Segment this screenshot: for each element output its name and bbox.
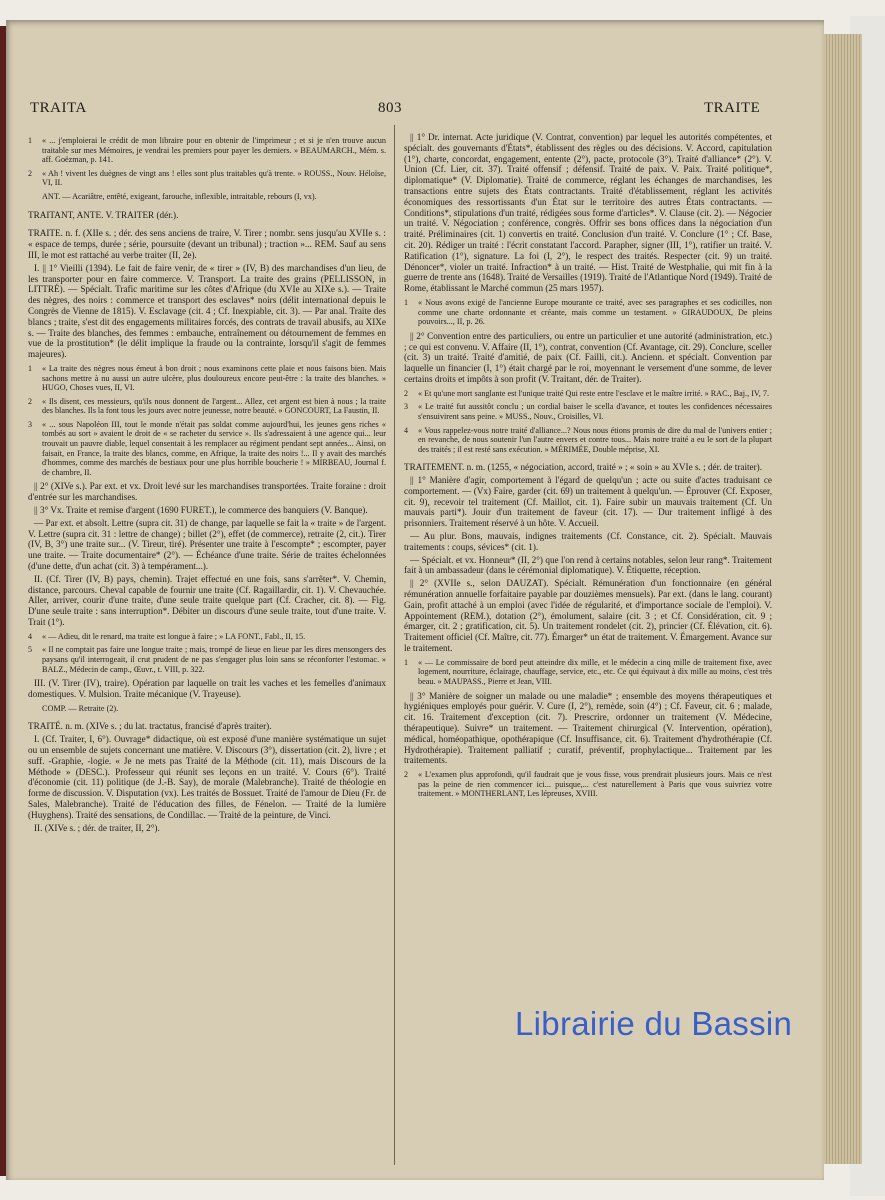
- definition-paragraph: || 1° Manière d'agir, comportement à l'égard de quelqu'un ; acte ou suite d'actes traduisant ce comportement. — (Vx) Faire, garder (cit. 69) un traitement à quelqu'un. — Éprouver (Cf. Exposer, cit. 9), recevoir tel traitement (Cf. Maillot, cit. 1). Faire subir un mauvais traitement (Cf. Un mauvais parti*). Jouir d'un traitement de faveur (cit. 17). — Dur traitement infligé à des prisonniers. Traitement réservé à un hôte. V. Accueil.: [404, 475, 772, 529]
- citation: ANT. — Acariâtre, entêté, exigeant, farouche, inflexible, intraitable, rebours (I, vx).: [42, 191, 317, 201]
- definition-paragraph: || 2° (XIVe s.). Par ext. et vx. Droit levé sur les marchandises transportées. Traite foraine : droit d'entrée sur les marchandises.: [28, 481, 386, 503]
- definition-paragraph: || 2° Convention entre des particuliers, ou entre un particulier et une autorité (administration, etc.) ; ce qui est convenu. V. Affaire (II, 1°), contrat, convention (Cf. Avantage, cit. 29). Conclure, sceller (cit. 3) un traité. Traité d'amitié, de paix (Cf. Failli, cit.). Ancienn. et spécialt. Convention par laquelle un financier (I, 1°) était chargé par le roi, moyennant le versement d'une somme, de lever certains droits et impôts à son profit (V. Traitant, dér. de Traiter).: [404, 330, 772, 384]
- citation-number: 1: [28, 363, 32, 373]
- page-number: 803: [378, 100, 402, 116]
- citation: [404, 402, 772, 421]
- definition-paragraph: — Au plur. Bons, mauvais, indignes traitements (Cf. Constance, cit. 2). Spécialt. Mauvais traitements : coups, sévices* (cit. 1).: [404, 531, 772, 552]
- citation-text: « — Adieu, dit le renard, ma traite est longue à faire ; » LA FONT., Fabl., II, 15.: [42, 631, 306, 641]
- citation: [404, 425, 772, 455]
- citation-text: « Ah ! vivent les duègnes de vingt ans ! elles sont plus traitables qu'à trente. » ROUSS., Nouv. Héloïse, VI, II.: [42, 168, 386, 188]
- entry-headword: TRAITÉ. n. m. (XIVe s. ; du lat. tractatus, francisé d'après traiter).: [28, 721, 272, 732]
- citation: [28, 645, 386, 674]
- citation-number: 2: [28, 396, 32, 406]
- running-head-left: TRAITA: [30, 100, 87, 116]
- citation-number: 2: [28, 168, 32, 178]
- citation-number: 3: [28, 419, 32, 429]
- left-column: [28, 132, 386, 1182]
- citation-text: « ... j'emploierai le crédit de mon libraire pour en obtenir de l'imprimeur ; et si je n'en trouve aucun traitable sur mes Mémoires, je vendrai les premiers pour payer les derniers. » BEAUMARCH., Mém. s. aff. Goëzman, p. 141.: [42, 136, 386, 165]
- definition-paragraph: — Spécialt. et vx. Honneur* (II, 2°) que l'on rend à certains notables, selon leur rang*. Traitement fait à un ambassadeur (dans le cérémonial diplomatique). V. Étiquette, réception.: [404, 554, 772, 576]
- definition-paragraph: || 2° (XVIIe s., selon DAUZAT). Spécialt. Rémunération d'un fonctionnaire (en général rémunération annuelle forfaitaire payable par douzièmes mensuels). Par ext. (dans le lang. courant) Gain, profit attaché à un emploi (avec l'idée de régularité, et d'importance sociale de l'emploi). V. Appointement (REM.), dotation (2°), émolument, salaire (cit. 3 ; et Cf. Considération, cit. 9 ; émarger, cit. 2 ; gratification, cit. 5). Un traitement rondelet (cit. 2), princier (Cf. Élévation, cit. 6). Traitement officiel (Cf. Maître, cit. 77). Émarger* un état de traitement. V. Émargement. Avance sur le traitement.: [404, 578, 772, 654]
- citation-number: 1: [404, 657, 408, 667]
- citation-number: 1: [404, 297, 408, 307]
- citation: [28, 631, 386, 642]
- citation: [28, 168, 386, 188]
- citation-text: « — Le commissaire de bord peut atteindre dix mille, et le médecin a cinq mille de traitement fixe, avec logement, nourriture, éclairage, chauffage, service, etc., etc. Ce qui équivaut à dix mille au moins, c'est très beau. » MAUPASS., Pierre et Jean, VIII.: [418, 657, 772, 687]
- citation: [404, 770, 772, 799]
- definition-paragraph: I. (Cf. Traiter, I, 6°). Ouvrage* didactique, où est exposé d'une manière systématique un sujet ou un ensemble de sujets concernant une matière. V. Discours (3°), dissertation (cit. 2), livre ; et suff. -Graphie, -logie. « Je ne mets pas Traité de la Méthode (cit. 11), mais Discours de la Méthode » (DESC.). Professeur qui réunit ses leçons en un traité. V. Cours (6°). Traité d'économie (cit. 11) politique (de J.-B. Say), de morale (Malebranche). Traité de théologie en forme de discussion. V. Disputation (vx). Les traités de Bossuet. Traité de l'amour de Dieu (Fr. de Sales, Malebranche). Traité de l'éducation des filles, de Fénelon. — Traité de la lumière (Huyghens). Traité des sensations, de Condillac. — Traité de la peinture, de Vinci.: [28, 734, 386, 820]
- citation-text: « Ils disent, ces messieurs, qu'ils nous donnent de l'argent... Allez, cet argent est bien à nous ; la traite des blanches. Ils la font tous les jours avec notre jeunesse, notre beauté. » GONCOURT, La Faustin, II.: [42, 396, 386, 416]
- definition-paragraph: I. || 1° Vieilli (1394). Le fait de faire venir, de « tirer » (IV, B) des marchandises d'un lieu, de les transporter pour en faire commerce. V. Transport. La traite des grains (PELLISSON, in LITTRÉ). — Spécialt. Trafic maritime sur les côtes d'Afrique (du XVIe au XIXe s.). — Traite des nègres, des noirs : commerce et transport des esclaves* noirs (délit international depuis le Congrès de Vienne de 1815). V. Esclavage (cit. 4 ; Cf. Inexpiable, cit. 3). — Par anal. Traite des blancs ; traite, s'est dit des engagements militaires forcés, des contrats de travail abusifs, au XIXe s. — Traite des blanches, des femmes : embauche, entraînement ou détournement de femmes en vue de la prostitution* (le délit implique la fraude ou la contrainte, lorsqu'il s'agit de femmes majeures).: [28, 262, 386, 360]
- citation-text: « ... sous Napoléon III, tout le monde n'était pas soldat comme aujourd'hui, les jeunes gens riches « tombés au sort » avaient le droit de « se racheter du service ». Ils s'adressaient à une agence qui... leur trouvait un pauvre diable, lequel consentait à les remplacer au régiment pendant sept années... Ainsi, on faisait, en France, la traite des blancs, comme, en Afrique, la traite des noirs !... Il y avait des marchés d'hommes, comme des marchés de bestiaux pour une plus horrible boucherie ! » MIRBEAU, Journal f. de chambre, II.: [42, 419, 386, 477]
- citation-number: 5: [28, 645, 32, 655]
- page-stack-edge: [818, 34, 862, 1164]
- definition-paragraph: III. (V. Tirer (IV), traire). Opération par laquelle on trait les vaches et les femelles d'animaux domestiques. V. Mulsion. Traite mécanique (V. Trayeuse).: [28, 678, 386, 699]
- definition-paragraph: || 1° Dr. internat. Acte juridique (V. Contrat, convention) par lequel les autorités compétentes, et spécialt. des gouvernants d'États*, établissent des règles ou des décisions. V. Accord, capitulation (1°), charte, concordat, engagement, entente (2°), pacte, protocole (3°). Traité d'alliance* (2°). V. Union (Cf. Lier, cit. 37). Traité offensif ; défensif. Traité de paix. V. Paix. Traité politique*, diplomatique* (V. Diplomatie). Traité de commerce, réglant les échanges de marchandises, les transactions entre sujets des États contractants. Traité d'établissement, réglant les activités économiques des ressortissants d'un État sur le territoire des autres États contractants. — Conditions*, stipulations d'un traité, rédigées sous forme d'articles*. V. Clause (cit. 2). — Négocier un traité. V. Négociation ; conférence, congrès. Offrir ses bons offices dans la négociation d'un traité. Préliminaires (cit. 1) convertis en traité. Conclusion d'un traité. V. Conclure (1° ; Cf. Base, cit. 20). Rédiger un traité : l'écrit constatant l'accord. Parapher, signer (III, 1°), ratifier un traité. V. Ratification (1°), signature. La foi (I, 2°), le respect des traités. Respecter (cit. 9) un traité. Dénoncer*, violer un traité. Infraction* à un traité. — Hist. Traité de Westphalie, qui mit fin à la guerre de trente ans (1648). Traité de Versailles (1919). Traité de l'Atlantique Nord (1949). Traité de Rome, établissant le Marché commun (25 mars 1957).: [404, 132, 772, 294]
- citation: COMP. — Retraite (2).: [42, 703, 119, 713]
- entry-headword: TRAITEMENT. n. m. (1255, « négociation, accord, traité » ; « soin » au XVIe s. ; dér. de traiter).: [404, 462, 763, 473]
- citation-number: 2: [404, 770, 408, 780]
- column-divider: [394, 125, 395, 1165]
- citation: [28, 363, 386, 393]
- definition-paragraph: || 3° Vx. Traite et remise d'argent (1690 FURET.), le commerce des banquiers (V. Banque).: [34, 505, 368, 516]
- definition-paragraph: II. (XIVe s. ; dér. de traiter, II, 2°).: [34, 822, 160, 833]
- citation-text: « Vous rappelez-vous notre traité d'alliance...? Nous nous étions promis de dire du mal de l'univers entier ; en revanche, de nous soutenir l'un l'autre envers et contre tous... Mais notre traité a eu le sort de la plupart des traités ; il est resté sans exécution. » MÉRIMÉE, Double méprise, XI.: [418, 425, 772, 454]
- definition-paragraph: — Par ext. et absolt. Lettre (supra cit. 31) de change, par laquelle se fait la « traite » de l'argent. V. Lettre (supra cit. 31 : lettre de change) ; billet (2°), effet (de commerce), retraite (2, cit.). Tirer (IV, B, 3°) une traite sur... (V. Tireur, tiré). Présenter une traite à l'escompte* ; escompter, payer une traite. — Traite documentaire* (2°). — Échéance d'une traite. Série de traites échelonnées (d'une dette, d'un achat (cit. 3) à tempérament...).: [28, 517, 386, 572]
- citation-text: « Et qu'une mort sanglante est l'unique traité Qui reste entre l'esclave et le maître irrité. » RAC., Baj., IV, 7.: [418, 388, 770, 398]
- citation: [404, 657, 772, 687]
- citation: [28, 136, 386, 165]
- citation-number: 4: [28, 631, 32, 641]
- citation-number: 1: [28, 136, 32, 145]
- citation-number: 2: [404, 388, 408, 398]
- entry-headword: TRAITE. n. f. (XIIe s. ; dér. des sens anciens de traire, V. Tirer ; nombr. sens jusqu'au XVIIe s. : « espace de temps, durée ; série, poursuite (devant un tribunal) ; traction »... REM. Sauf au sens III, le mot est rattaché au verbe traiter (II, 2e).: [28, 228, 386, 260]
- entry-headword: TRAITANT, ANTE. V. TRAITER (dér.).: [28, 209, 179, 220]
- citation: [404, 388, 772, 399]
- running-head-right: TRAITE: [704, 100, 761, 116]
- citation-text: « Il ne comptait pas faire une longue traite ; mais, trompé de lieue en lieue par les dires mensongers des paysans qu'il interrogeait, il crut prudent de ne pas s'engager plus loin sans se réconforter l'estomac. » BALZ., Médecin de camp., Œuvr., t. VIII, p. 322.: [42, 645, 386, 674]
- citation-text: « Nous avons exigé de l'ancienne Europe mourante ce traité, avec ses paragraphes et ses codicilles, non comme une charte ordonnante et créante, mais comme un testament. » GIRAUDOUX, De pleins pouvoirs..., II, p. 26.: [418, 297, 772, 327]
- citation-number: 4: [404, 425, 408, 435]
- citation-text: « L'examen plus approfondi, qu'il faudrait que je vous fisse, vous prendrait plusieurs jours. Mais ce n'est pas la peine de rien commencer ici... puisque,... c'est naturellement à Paris que vous suivriez votre traitement. » MONTHERLANT, Les lépreuses, XVIII.: [418, 770, 772, 799]
- citation: [28, 396, 386, 416]
- definition-paragraph: || 3° Manière de soigner un malade ou une maladie* ; ensemble des moyens thérapeutiques et hygiéniques employés pour guérir. V. Cure (I, 2°), remède, soin (4°) ; Cf. Faveur, cit. 6 ; malade, cit. 16. Traitement d'exception (cit. 7). Prescrire, ordonner un traitement (V. Médecine, thérapeutique). Suivre* un traitement. — Traitement chirurgical (V. Intervention, opération), médical, homéopathique, opothérapique (Cf. Insuffisance, cit. 6). Traitement d'hydrothérapie (Cf. Hydrothérapie). Traitement palliatif ; curatif, préventif, prophylactique... Traitement par les traitements.: [404, 690, 772, 766]
- definition-paragraph: II. (Cf. Tirer (IV, B) pays, chemin). Trajet effectué en une fois, sans s'arrêter*. V. Chemin, distance, parcours. Cheval capable de fournir une traite (Cf. Ragaillardir, cit. 1). V. Chevauchée. Aller, arriver, courir d'une traite, d'une seule traite quelque part (Cf. Cracher, cit. 8). — Fig. D'une seule traite : sans interruption*. Débiter un discours d'une seule traite, tout d'une traite. V. Trait (1°).: [28, 573, 386, 628]
- citation: [404, 297, 772, 327]
- citation-text: « Le traité fut aussitôt conclu ; un cordial baiser le scella d'avance, et toutes les confidences nécessaires s'ensuivirent sans peine. » MUSS., Nouv., Croisilles, VI.: [418, 402, 772, 421]
- citation-number: 3: [404, 402, 408, 412]
- bookseller-watermark: Librairie du Bassin: [515, 1005, 793, 1042]
- citation-text: « La traite des nègres nous émeut à bon droit ; nous examinons cette plaie et nous faisons bien. Mais sachons mettre à nu aussi un autre ulcère, plus douloureux encore peut-être : la traite des blanches. » HUGO, Choses vues, II, VI.: [42, 363, 386, 393]
- citation: [28, 419, 386, 478]
